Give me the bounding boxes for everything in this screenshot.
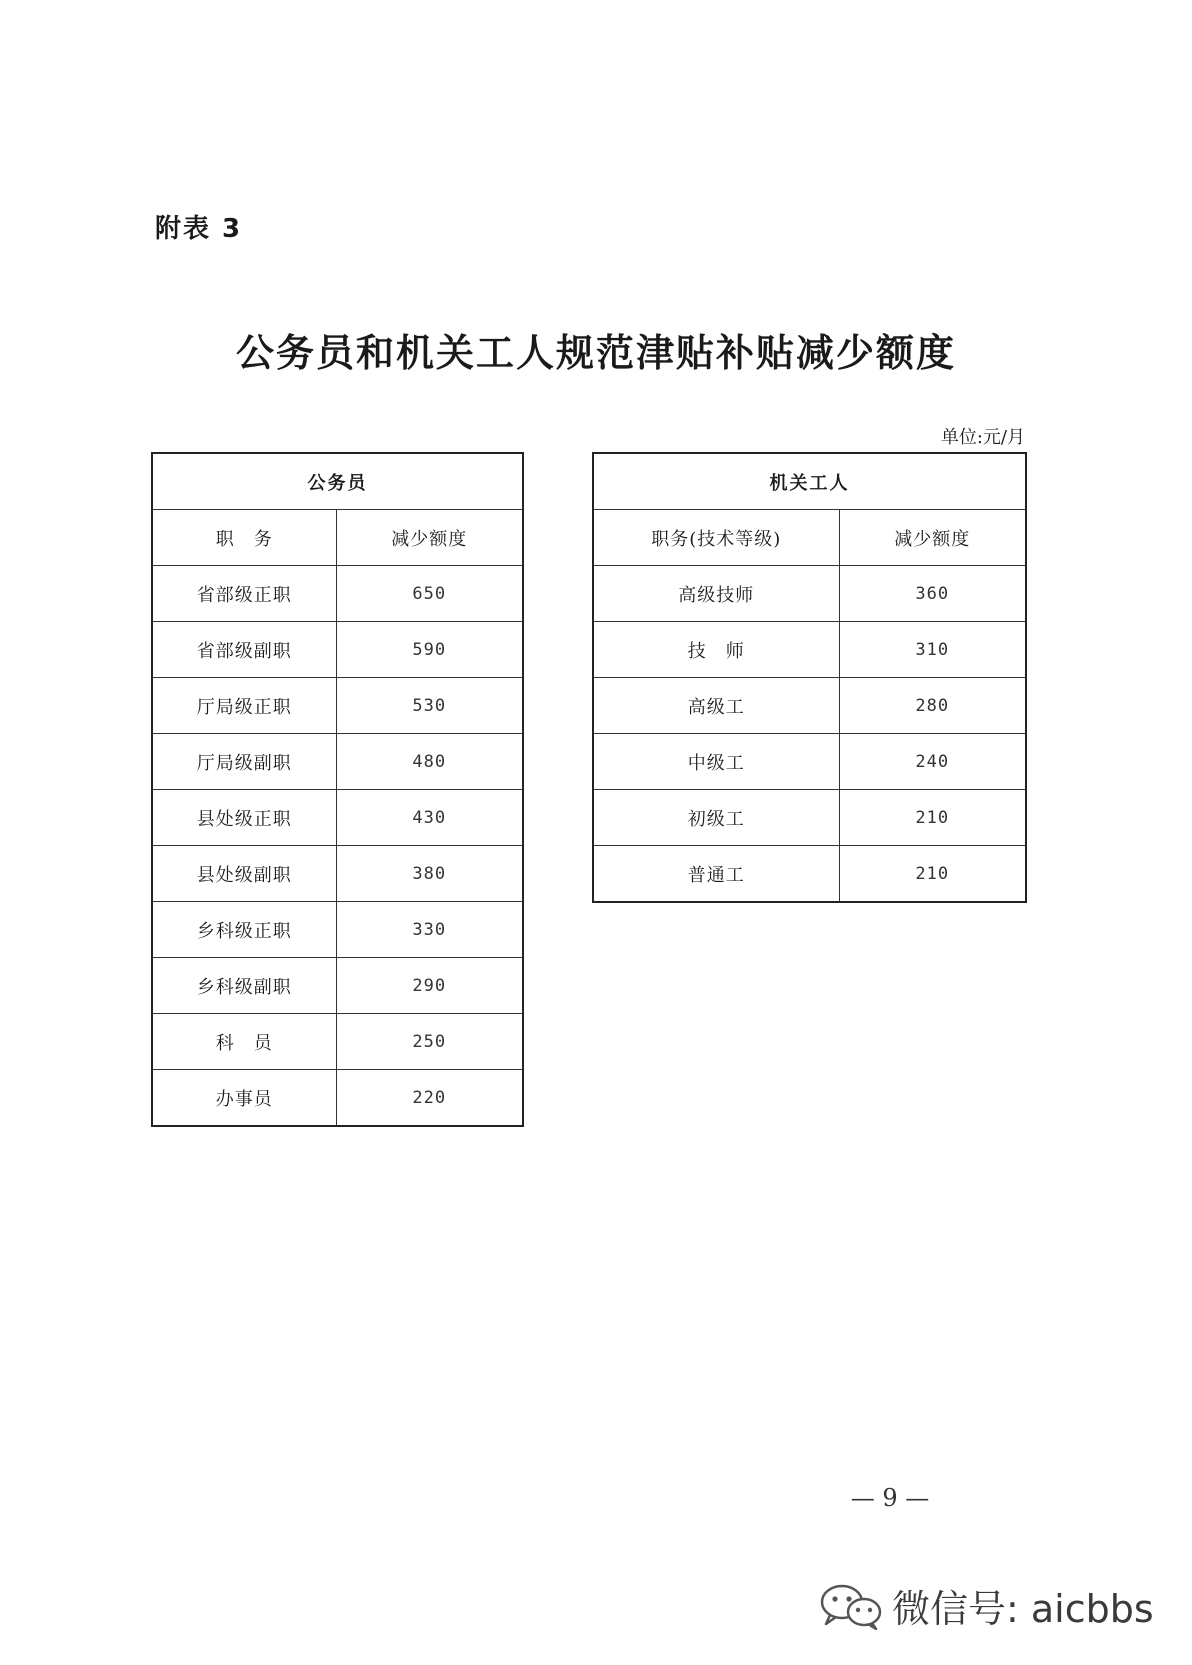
amount-cell: 250 [336,1014,523,1070]
position-cell: 办事员 [152,1070,336,1127]
amount-cell: 380 [336,846,523,902]
table-row [152,790,523,846]
table-row [593,678,1026,734]
table-row [152,902,523,958]
column-header-amount: 减少额度 [839,510,1026,566]
table-row [593,566,1026,622]
amount-cell: 210 [839,846,1026,903]
wechat-label: 微信号: aicbbs [892,1587,1154,1631]
worker-group-header: 机关工人 [593,453,1026,510]
position-cell: 乡科级副职 [152,958,336,1014]
table-row [152,1014,523,1070]
document-title: 公务员和机关工人规范津贴补贴减少额度 [235,331,956,375]
amount-cell: 590 [336,622,523,678]
amount-cell: 650 [336,566,523,622]
amount-cell: 240 [839,734,1026,790]
table-row [593,790,1026,846]
table-row [152,622,523,678]
unit-note: 单位:元/月 [940,427,1025,448]
position-cell: 县处级正职 [152,790,336,846]
table-row [593,846,1026,903]
position-cell: 技 师 [593,622,839,678]
amount-cell: 530 [336,678,523,734]
worker-table [592,452,1027,903]
position-cell: 县处级副职 [152,846,336,902]
wechat-watermark [818,1578,1154,1633]
amount-cell: 360 [839,566,1026,622]
column-header-position: 职 务 [152,510,336,566]
amount-cell: 480 [336,734,523,790]
civil-servant-table [151,452,524,1127]
table-row [593,622,1026,678]
table-row [152,846,523,902]
civil-servant-group-header: 公务员 [152,453,523,510]
position-cell: 高级工 [593,678,839,734]
position-cell: 省部级正职 [152,566,336,622]
amount-cell: 280 [839,678,1026,734]
amount-cell: 290 [336,958,523,1014]
table-row [152,958,523,1014]
position-cell: 厅局级副职 [152,734,336,790]
position-cell: 高级技师 [593,566,839,622]
table-row [593,734,1026,790]
amount-cell: 210 [839,790,1026,846]
amount-cell: 310 [839,622,1026,678]
table-row [152,678,523,734]
amount-cell: 220 [336,1070,523,1127]
appendix-label: 附表 3 [155,214,243,244]
column-header-amount: 减少额度 [336,510,523,566]
table-row [152,734,523,790]
wechat-icon [818,1582,884,1630]
position-cell: 乡科级正职 [152,902,336,958]
amount-cell: 330 [336,902,523,958]
position-cell: 普通工 [593,846,839,903]
column-header-position: 职务(技术等级) [593,510,839,566]
position-cell: 省部级副职 [152,622,336,678]
page-number-text: — 9 — [850,1484,930,1512]
amount-cell: 430 [336,790,523,846]
position-cell: 厅局级正职 [152,678,336,734]
table-row [152,1070,523,1127]
position-cell: 初级工 [593,790,839,846]
position-cell: 中级工 [593,734,839,790]
table-row [152,566,523,622]
position-cell: 科 员 [152,1014,336,1070]
